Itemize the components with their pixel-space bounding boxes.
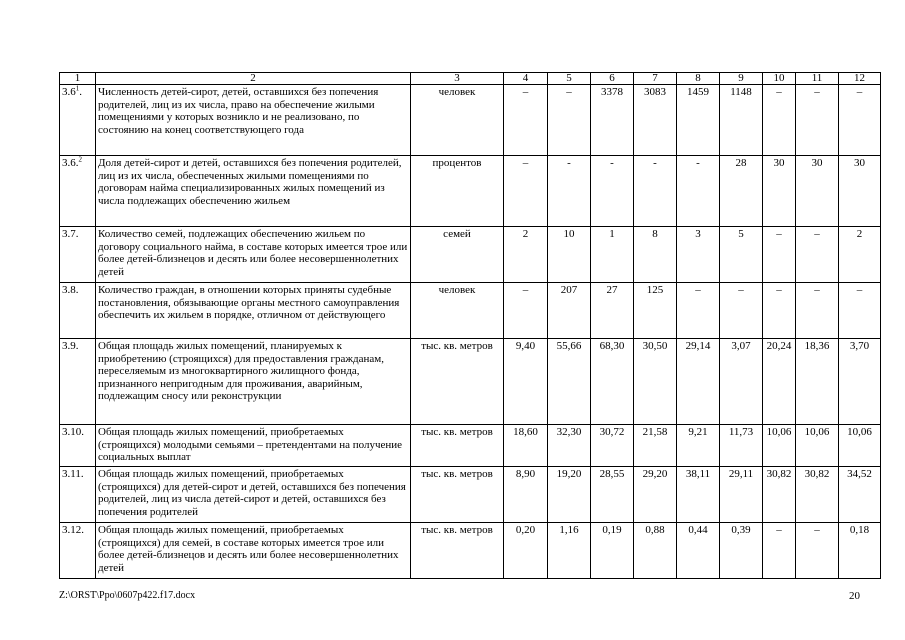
unit: процентов xyxy=(411,156,504,227)
value-cell: 3,07 xyxy=(720,339,763,425)
col-header: 3 xyxy=(411,73,504,85)
table-row xyxy=(60,283,881,339)
value-cell: 30 xyxy=(763,156,796,227)
unit: человек xyxy=(411,283,504,339)
value-cell: 20,24 xyxy=(763,339,796,425)
col-header: 10 xyxy=(763,73,796,85)
value-cell: 1 xyxy=(591,227,634,283)
value-cell: 3,70 xyxy=(839,339,881,425)
unit: тыс. кв. метров xyxy=(411,467,504,523)
value-cell: 1148 xyxy=(720,85,763,156)
value-cell: 1,16 xyxy=(548,523,591,579)
value-cell: - xyxy=(634,156,677,227)
value-cell: – xyxy=(763,523,796,579)
col-header: 9 xyxy=(720,73,763,85)
value-cell: - xyxy=(548,156,591,227)
header-row xyxy=(60,73,881,85)
row-number: 3.9. xyxy=(60,339,96,425)
value-cell: 30,82 xyxy=(763,467,796,523)
value-cell: – xyxy=(677,283,720,339)
value-cell: – xyxy=(796,85,839,156)
value-cell: 3 xyxy=(677,227,720,283)
value-cell: 1459 xyxy=(677,85,720,156)
value-cell: 10 xyxy=(548,227,591,283)
value-cell: – xyxy=(763,85,796,156)
table-row xyxy=(60,156,881,227)
table-row xyxy=(60,227,881,283)
value-cell: 30,50 xyxy=(634,339,677,425)
value-cell: 2 xyxy=(504,227,548,283)
value-cell: 34,52 xyxy=(839,467,881,523)
col-header: 6 xyxy=(591,73,634,85)
value-cell: 30 xyxy=(839,156,881,227)
value-cell: 125 xyxy=(634,283,677,339)
value-cell: 3378 xyxy=(591,85,634,156)
value-cell: – xyxy=(548,85,591,156)
col-header: 1 xyxy=(60,73,96,85)
indicator-name: Общая площадь жилых помещений, приобретаемых (строящихся) для семей, в составе которых имеется трое или более детей-близнецов и десять или более несовершеннолетних детей xyxy=(96,523,411,579)
value-cell: 3083 xyxy=(634,85,677,156)
col-header: 8 xyxy=(677,73,720,85)
table-row xyxy=(60,339,881,425)
value-cell: 29,11 xyxy=(720,467,763,523)
value-cell: 207 xyxy=(548,283,591,339)
value-cell: – xyxy=(796,523,839,579)
col-header: 11 xyxy=(796,73,839,85)
page-number: 20 xyxy=(849,590,860,602)
value-cell: 19,20 xyxy=(548,467,591,523)
value-cell: 18,60 xyxy=(504,425,548,467)
value-cell: - xyxy=(677,156,720,227)
value-cell: 5 xyxy=(720,227,763,283)
value-cell: – xyxy=(504,283,548,339)
value-cell: 9,21 xyxy=(677,425,720,467)
table-row xyxy=(60,85,881,156)
indicator-name: Общая площадь жилых помещений, приобретаемых (строящихся) для детей-сирот и детей, оставшихся без попечения родителей, лиц из числа детей-сирот и детей, оставшихся без попечения родителей xyxy=(96,467,411,523)
value-cell: 8,90 xyxy=(504,467,548,523)
indicator-name: Общая площадь жилых помещений, приобретаемых (строящихся) молодыми семьями – претендентами на получение социальных выплат xyxy=(96,425,411,467)
value-cell: – xyxy=(763,227,796,283)
value-cell: 10,06 xyxy=(763,425,796,467)
value-cell: 55,66 xyxy=(548,339,591,425)
value-cell: 0,20 xyxy=(504,523,548,579)
indicator-name: Численность детей-сирот, детей, оставшихся без попечения родителей, лиц из их числа, право на обеспечение жилыми помещениями у которых возникло и не реализовано, по состоянию на конец соответствующего года xyxy=(96,85,411,156)
value-cell: – xyxy=(839,283,881,339)
col-header: 4 xyxy=(504,73,548,85)
indicator-name: Общая площадь жилых помещений, планируемых к приобретению (строящихся) для предоставления гражданам, переселяемым из многоквартирного жилищного фонда, признанного непригодным для проживания, аварийным, подлежащим сносу или реконструкции xyxy=(96,339,411,425)
indicator-name: Доля детей-сирот и детей, оставшихся без попечения родителей, лиц из их числа, обеспеченных жилыми помещениями по договорам найма специализированных жилых помещений из числа подлежащих обеспечению жильем xyxy=(96,156,411,227)
value-cell: 28,55 xyxy=(591,467,634,523)
value-cell: 29,14 xyxy=(677,339,720,425)
value-cell: 0,44 xyxy=(677,523,720,579)
col-header: 2 xyxy=(96,73,411,85)
value-cell: – xyxy=(504,85,548,156)
value-cell: 11,73 xyxy=(720,425,763,467)
unit: тыс. кв. метров xyxy=(411,425,504,467)
unit: тыс. кв. метров xyxy=(411,523,504,579)
value-cell: – xyxy=(763,283,796,339)
unit: тыс. кв. метров xyxy=(411,339,504,425)
indicators-table xyxy=(59,72,881,579)
row-number: 3.7. xyxy=(60,227,96,283)
value-cell: 0,88 xyxy=(634,523,677,579)
value-cell: 30 xyxy=(796,156,839,227)
value-cell: 68,30 xyxy=(591,339,634,425)
row-number: 3.12. xyxy=(60,523,96,579)
value-cell: 21,58 xyxy=(634,425,677,467)
value-cell: 10,06 xyxy=(839,425,881,467)
value-cell: - xyxy=(591,156,634,227)
value-cell: 10,06 xyxy=(796,425,839,467)
value-cell: 32,30 xyxy=(548,425,591,467)
value-cell: – xyxy=(839,85,881,156)
row-number: 3.11. xyxy=(60,467,96,523)
row-number: 3.8. xyxy=(60,283,96,339)
col-header: 12 xyxy=(839,73,881,85)
col-header: 5 xyxy=(548,73,591,85)
value-cell: 29,20 xyxy=(634,467,677,523)
value-cell: 8 xyxy=(634,227,677,283)
row-number: 3.6.$^2$ xyxy=(60,156,96,227)
table-row xyxy=(60,467,881,523)
table-row xyxy=(60,425,881,467)
unit: семей xyxy=(411,227,504,283)
value-cell: – xyxy=(796,227,839,283)
value-cell: 18,36 xyxy=(796,339,839,425)
value-cell: – xyxy=(720,283,763,339)
value-cell: 9,40 xyxy=(504,339,548,425)
indicator-name: Количество семей, подлежащих обеспечению жильем по договору социального найма, в составе которых имеется трое или более детей-близнецов и десять или более несовершеннолетних детей xyxy=(96,227,411,283)
row-number: 3.10. xyxy=(60,425,96,467)
unit: человек xyxy=(411,85,504,156)
value-cell: 0,19 xyxy=(591,523,634,579)
value-cell: 28 xyxy=(720,156,763,227)
value-cell: 0,18 xyxy=(839,523,881,579)
value-cell: – xyxy=(796,283,839,339)
indicator-name: Количество граждан, в отношении которых приняты судебные постановления, обязывающие органы местного самоуправления обеспечить их жильем в порядке, отличном от действующего xyxy=(96,283,411,339)
value-cell: 38,11 xyxy=(677,467,720,523)
table-row xyxy=(60,523,881,579)
value-cell: 30,72 xyxy=(591,425,634,467)
value-cell: 27 xyxy=(591,283,634,339)
value-cell: 0,39 xyxy=(720,523,763,579)
file-path: Z:\ORST\Ppo\0607p422.f17.docx xyxy=(59,590,196,601)
value-cell: – xyxy=(504,156,548,227)
value-cell: 30,82 xyxy=(796,467,839,523)
col-header: 7 xyxy=(634,73,677,85)
value-cell: 2 xyxy=(839,227,881,283)
row-number: $3.6^1$. xyxy=(60,85,96,156)
